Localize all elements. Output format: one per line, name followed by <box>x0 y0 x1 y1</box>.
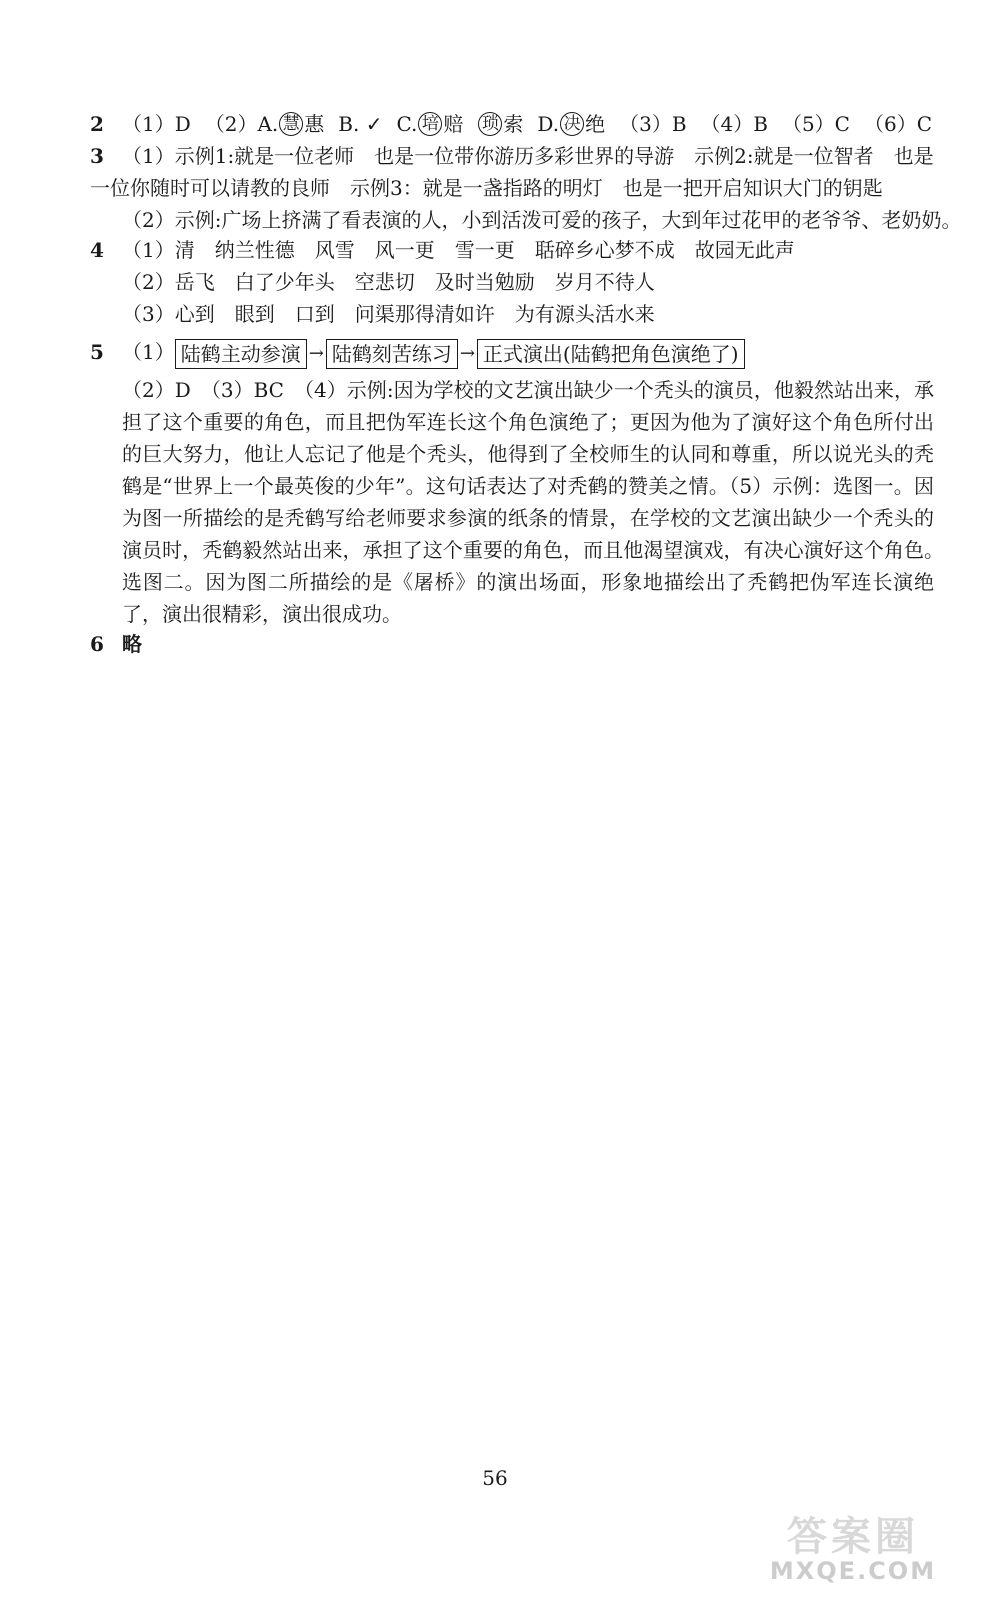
watermark-url: MXQE.COM <box>769 1557 937 1585</box>
answer-line: （1）清 纳兰性德 风雪 风一更 雪一更 聒碎乡心梦不成 故园无此声 <box>122 238 795 262</box>
answer-part: （2）A. <box>204 112 279 136</box>
answer-line: （2）岳飞 白了少年头 空悲切 及时当勉励 岁月不待人 <box>122 270 655 294</box>
answer-part: D. <box>537 112 560 136</box>
answer-part: （4）B <box>700 112 768 136</box>
question-2-body <box>122 108 950 140</box>
flow-box: 陆鹤刻苦练习 <box>326 339 458 369</box>
answer-part: C. <box>396 112 418 136</box>
answer-line: （2）示例:广场上挤满了看表演的人，小到活泼可爱的孩子，大到年过花甲的老爷爷、老奶奶。 <box>122 208 962 232</box>
question-2 <box>90 108 950 140</box>
question-6 <box>90 628 950 660</box>
answer-part: 绝 <box>585 112 606 136</box>
flow-box: 正式演出(陆鹤把角色演绝了) <box>477 339 745 369</box>
answer-part: （3）B <box>619 112 687 136</box>
answer-part: （5）C <box>781 112 850 136</box>
question-3-body-2 <box>122 204 962 236</box>
answer-part: （1）D <box>122 112 191 136</box>
question-3 <box>90 140 962 236</box>
flow-chart <box>175 338 745 370</box>
page-number: 56 <box>482 1466 508 1490</box>
arrow-right-icon: → <box>308 342 324 364</box>
circled-char: 慧 <box>279 112 303 136</box>
answer-line: （1）示例1:就是一位老师 也是一位带你游历多彩世界的导游 示例2:就是一位智者 也是 <box>122 144 934 168</box>
answer-part: 惠 <box>304 112 325 136</box>
watermark-logo <box>738 1516 968 1586</box>
question-5 <box>90 336 954 630</box>
question-number: 2 <box>90 112 104 136</box>
flow-line <box>122 336 950 370</box>
answer-paragraph: （2）D （3）BC （4）示例:因为学校的文艺演出缺少一个秃头的演员，他毅然站出来，承担了这个重要的角色，而且把伪军连长这个角色演绝了；更因为他为了演好这个角色所付出的巨大努力，他让人忘记了他是个秃头，他得到了全校师生的认同和尊重，所以说光头的秃鹤是“世界上一个最英俊的少年”。这句话表达了对秃鹤的赞美之情。（5）示例：选图一。因为图一所描绘的是秃鹤写给老师要求参演的纸条的情景，在学校的文艺演出缺少一个秃头的演员时，秃鹤毅然站出来，承担了这个重要的角色，而且他渴望演戏，有决心演好这个角色。 选图二。因为图二所描绘的是《屠桥》的演出场面，形象地描绘出了秃鹤把伪军连长演绝了，演出很精彩，演出很成功。 <box>122 378 954 626</box>
answer-part: （6）C <box>863 112 933 136</box>
answer-line: 一位你随时可以请教的良师 示例3：就是一盏指路的明灯 也是一把开启知识大门的钥匙 <box>90 176 883 200</box>
circled-char: 决 <box>560 112 584 136</box>
answer-line <box>122 108 950 140</box>
answer-part: B. ✓ <box>338 112 383 136</box>
question-5-body <box>122 336 954 630</box>
circled-char: 培 <box>418 112 442 136</box>
question-4-body <box>122 234 950 330</box>
question-number: 6 <box>90 632 104 656</box>
question-number: 3 <box>90 144 104 168</box>
flow-box: 陆鹤主动参演 <box>175 339 307 369</box>
question-4 <box>90 234 950 330</box>
answer-line: 略 <box>122 632 142 656</box>
question-6-body <box>122 628 950 660</box>
circled-char: 琐 <box>478 112 502 136</box>
answer-part: （1） <box>122 340 175 364</box>
answer-part: 索 <box>503 112 524 136</box>
answer-part: 赔 <box>443 112 464 136</box>
question-number: 4 <box>90 238 104 262</box>
question-3-body <box>122 140 950 172</box>
answer-line: （3）心到 眼到 口到 问渠那得清如许 为有源头活水来 <box>122 302 655 326</box>
arrow-right-icon: → <box>459 342 475 364</box>
question-number: 5 <box>90 340 104 364</box>
watermark-text: 答案圈 <box>787 1514 919 1560</box>
